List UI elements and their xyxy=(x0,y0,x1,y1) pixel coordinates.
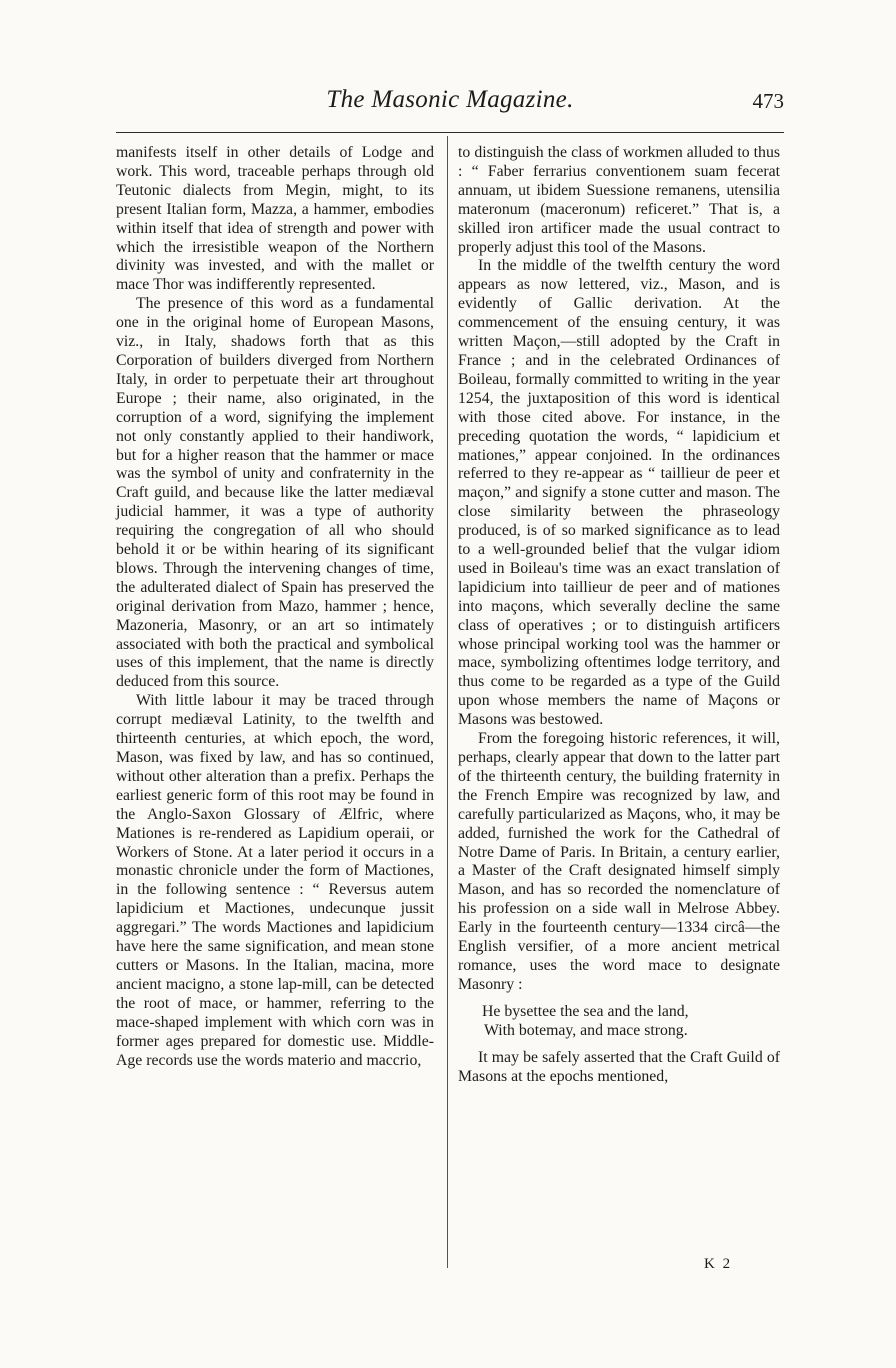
paragraph: In the middle of the twelfth century the word appears as now lettered, viz., Mason, and is evidently of Gallic derivation. At the commencement of the ensuing century, it was written Maçon,—still adopted by the Craft in France ; and in the celebrated Ordinances of Boileau, formally committed to writing in the year 1254, the juxtaposition of this word is identical with those cited above. For instance, in the preceding quotation the words, “ lapidicium et mationes,” appear conjoined. In the ordinances referred to they re-appear as “ taillieur de peer et maçon,” and signify a stone cutter and mason. The close similarity between the phraseology produced, is of so marked significance as to lead to a well-grounded belief that the vulgar idiom used in Boileau's time was an exact translation of lapidicium into taillieur de peer and of mationes into maçons, which severally decline the same class of operatives ; or to distinguish artificers whose principal working tool was the hammer or mace, symbolizing oftentimes lodge territory, and thus come to be regarded as a type of the Guild upon whose members the name of Maçons or Masons was bestowed. xyxy=(458,257,780,729)
paragraph: From the foregoing historic references, it will, perhaps, clearly appear that down to the latter part of the thirteenth century, the building fraternity in the French Empire was recognized by law, and carefully particularized as Maçons, who, it may be added, furnished the work for the Cathedral of Notre Dame of Paris. In Britain, a century earlier, a Master of the Craft designated himself simply Mason, and has so recorded the nomenclature of his profession on a side wall in Melrose Abbey. Early in the fourteenth century—1334 circâ—the English versifier, of a more ancient metrical romance, uses the word mace to designate Masonry : xyxy=(458,730,780,993)
verse-quotation xyxy=(482,1003,780,1041)
verse-line: He bysettee the sea and the land, xyxy=(482,1002,689,1020)
right-column xyxy=(458,144,780,1086)
paragraph: manifests itself in other details of Lodge and work. This word, traceable perhaps through old Teutonic dialects from Megin, might, to its present Italian form, Mazza, a hammer, embodies within itself that idea of strength and power with which the irresistible weapon of the Northern divinity was invested, and with the mallet or mace Thor was indifferently represented. xyxy=(116,144,434,294)
paragraph: It may be safely asserted that the Craft Guild of Masons at the epochs mentioned, xyxy=(458,1048,780,1085)
column-divider xyxy=(447,136,448,1268)
header-rule xyxy=(116,132,784,133)
page-number: 473 xyxy=(752,89,784,113)
running-title: The Masonic Magazine. xyxy=(326,86,574,113)
signature-mark: K 2 xyxy=(704,1256,733,1272)
verse-line: With botemay, and mace strong. xyxy=(484,1021,688,1039)
paragraph: The presence of this word as a fundamental one in the original home of European Masons, viz., in Italy, shadows forth that as this Corporation of builders diverged from Northern Italy, in order to perpetuate their art throughout Europe ; their name, also originated, in the corruption of a word, signifying the implement not only constantly applied to their handiwork, but for a higher reason that the hammer or mace was the symbol of unity and confraternity in the Craft guild, and because like the latter mediæval judicial hammer, it was a type of authority requiring the congregation of all who should behold it or be within hearing of its significant blows. Through the intervening changes of time, the adulterated dialect of Spain has preserved the original derivation from Mazo, hammer ; hence, Mazoneria, Masonry, or an art so intimately associated with both the practical and symbolical uses of this implement, that the name is directly deduced from this source. xyxy=(116,295,434,691)
paragraph: to distinguish the class of workmen alluded to thus : “ Faber ferrarius conventionem suam fecerat annuam, ut ibidem Suessione remanens, utensilia materonum (maceronum) reficeret.” That is, a skilled iron artificer made the usual contract to properly adjust this tool of the Masons. xyxy=(458,144,780,256)
paragraph: With little labour it may be traced through corrupt mediæval Latinity, to the twelfth and thirteenth centuries, at which epoch, the word, Mason, was fixed by law, and has so continued, without other alteration than a prefix. Perhaps the earliest generic form of this root may be found in the Anglo-Saxon Glossary of Ælfric, where Mationes is re-rendered as Lapidium operaii, or Workers of Stone. At a later period it occurs in a monastic chronicle under the form of Mactiones, in the following sentence : “ Reversus autem lapidicium et Mactiones, undecunque jussit aggregari.” The words Mactiones and lapidicium have here the same signification, and mean stone cutters or Masons. In the Italian, macina, more ancient macigno, a stone lap-mill, can be detected the root of mace, or hammer, referring to the mace-shaped implement with which corn was in former ages prepared for domestic use. Middle-Age records use the words materio and maccrio, xyxy=(116,692,434,1069)
page-header xyxy=(116,80,784,120)
left-column xyxy=(116,144,434,1070)
